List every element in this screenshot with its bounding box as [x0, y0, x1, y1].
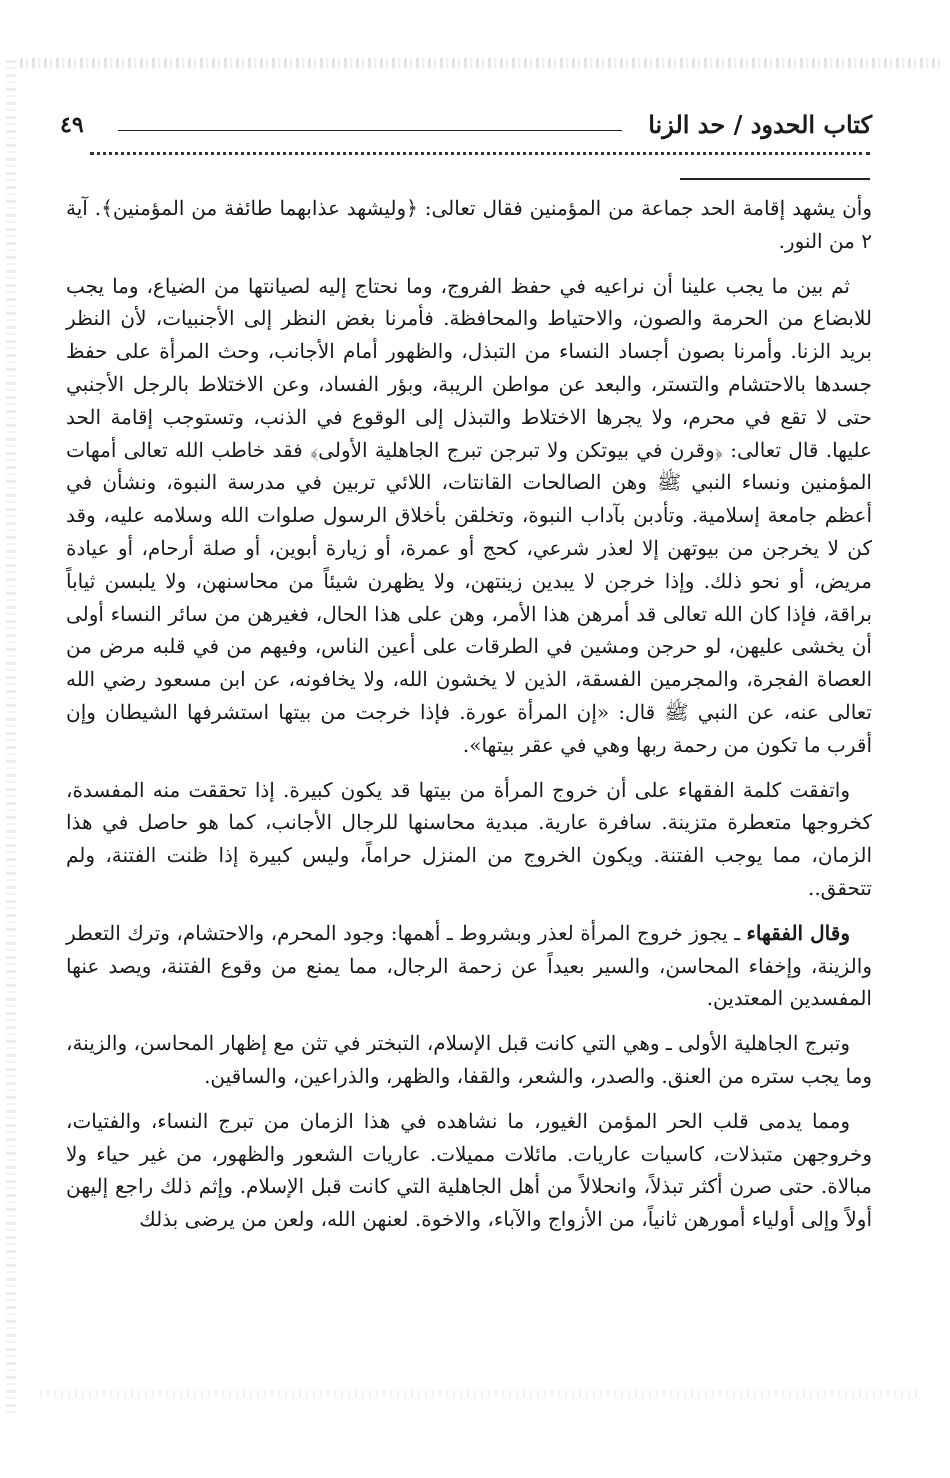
- scan-border-left: [6, 60, 16, 1418]
- paragraph: واتفقت كلمة الفقهاء على أن خروج المرأة من بيتها قد يكون كبيرة. إذا تحققت منه المفسدة، كخروجها متعطرة متزينة. سافرة عارية. مبدية محاسنها للرجال الأجانب، كما هو حاصل في هذا الزمان، مما يوجب الفتنة. ويكون الخروج من المنزل حراماً، وليس كبيرة إذا ظنت الفتنة، ولم تتحقق..: [66, 777, 873, 900]
- section-rule: [680, 178, 870, 180]
- scan-border-top: [20, 58, 940, 68]
- body-text: [66, 192, 872, 1248]
- paragraph-text: ـ يجوز خروج المرأة لعذر وبشروط ـ أهمها: وجود المحرم، والاحتشام، وترك التعطر والزينة، وإخفاء المحاسن، والسير بعيداً عن زحمة الرجال، مما يمنع من وقوع الفتنة، ويصد عنها المفسدين المعتدين.: [66, 920, 872, 1011]
- scan-border-bottom: [40, 1390, 920, 1398]
- paragraph: [66, 917, 872, 1015]
- paragraph-lead: وقال الفقهاء: [746, 920, 850, 945]
- dotted-separator: [90, 152, 870, 155]
- paragraph: ومما يدمى قلب الحر المؤمن الغيور، ما نشاهده في هذا الزمان من تبرج النساء، والفتيات، وخروجهن متبذلات، كاسيات عاريات. مائلات مميلات. عاريات الشعور والظهور، من غير حياء ولا مبالاة. حتى صرن أكثر تبذلاً، وانحلالاً من أهل الجاهلية التي كانت قبل الإسلام. وإثم ذلك راجع إليهن أولاً وإلى أولياء أمورهن ثانياً، من الأزواج والآباء، والاخوة. لعنهن الله، ولعن من يرضى بذلك: [66, 1108, 872, 1232]
- page-header: [60, 106, 872, 146]
- paragraph: وتبرج الجاهلية الأولى ـ وهي التي كانت قبل الإسلام، التبختر في تثن مع إظهار المحاسن، والزينة، وما يجب ستره من العنق. والصدر، والشعر، والقفا، والظهر، والذراعين، والساقين.: [65, 1031, 872, 1088]
- running-title: كتاب الحدود / حد الزنا: [640, 110, 872, 139]
- header-rule: [118, 130, 622, 131]
- page-number: ٤٩: [60, 112, 84, 138]
- paragraph: وأن يشهد إقامة الحد جماعة من المؤمنين فقال تعالى: ﴿وليشهد عذابهما طائفة من المؤمنين﴾. آية ٢ من النور.: [66, 196, 872, 253]
- paragraph: ثم بين ما يجب علينا أن نراعيه في حفظ الفروج، وما نحتاج إليه لصيانتها من الضياع، وما يجب للابضاع من الحرمة والصون، والاحتياط والمحافظة. فأمرنا بغض النظر إلى الأجنبيات، لأن النظر بريد الزنا. وأمرنا بصون أجساد النساء من التبذل، والظهور أمام الأجانب، وحث المرأة على حفظ جسدها بالاحتشام والتستر، والبعد عن مواطن الريبة، وبؤر الفساد، وعن الاختلاط بالرجل الأجنبي حتى لا تقع في محرم، ولا يجرها الاختلاط والتبذل إلى الوقوع في الذنب، وتستوجب إقامة الحد عليها. قال تعالى: ﴿وقرن في بيوتكن ولا تبرجن تبرج الجاهلية الأولى﴾ فقد خاطب الله تعالى أمهات المؤمنين ونساء النبي ﷺ وهن الصالحات القانتات، اللائي تربين في مدرسة النبوة، ونشأن في أعظم جامعة إسلامية. وتأدبن بآداب النبوة، وتخلقن بأخلاق الرسول صلوات الله وسلامه عليه، وقد كن لا يخرجن من بيوتهن إلا لعذر شرعي، كحج أو عمرة، أو زيارة أبوين، أو صلة أرحام، أو عيادة مريض، أو نحو ذلك. وإذا خرجن لا يبدين زينتهن، ولا يظهرن شيئاً من محاسنهن، ولا يلبسن ثياباً براقة، فإذا كان الله تعالى قد أمرهن هذا الأمر، وهن على هذا الحال، فغيرهن من سائر النساء أولى أن يخشى عليهن، لو حرجن ومشين في الطرقات على أعين الناس، وفيهم من في قلبه مرض من العصاة الفجرة، والمجرمين الفسقة، الذين لا يخشون الله، ولا يخافونه، عن ابن مسعود رضي الله تعالى عنه، عن النبي ﷺ قال: «إن المرأة عورة. فإذا خرجت من بيتها استشرفها الشيطان وإن أقرب ما تكون من رحمة ربها وهي في عقر بيتها».: [66, 273, 873, 757]
